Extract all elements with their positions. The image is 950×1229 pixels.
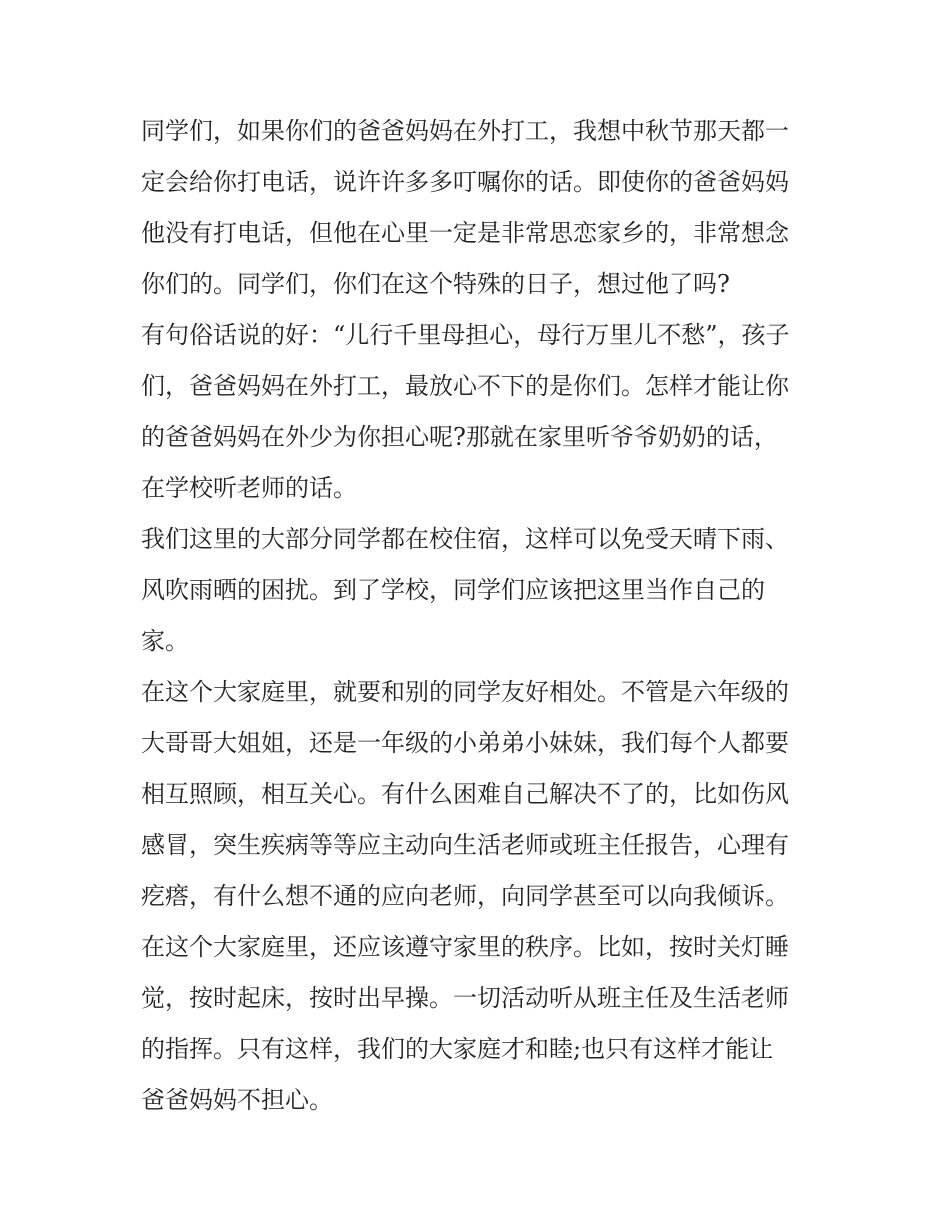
text-line: 风吹雨晒的困扰。到了学校，同学们应该把这里当作自己的 [141,576,765,604]
text-line: 在这个大家庭里，就要和别的同学友好相处。不管是六年级的 [141,678,789,706]
text-line: 相互照顾，相互关心。有什么困难自己解决不了的，比如伤风 [141,780,789,808]
text-line: 的爸爸妈妈在外少为你担心呢?那就在家里听爷爷奶奶的话， [141,423,778,451]
text-line: 在学校听老师的话。 [141,474,357,502]
text-line: 定会给你打电话，说许许多多叮嘱你的话。即使你的爸爸妈妈 [141,168,789,196]
text-line: 有句俗话说的好：“儿行千里母担心，母行万里儿不愁”，孩子 [141,321,790,349]
text-line: 在这个大家庭里，还应该遵守家里的秩序。比如，按时关灯睡 [141,933,789,961]
text-line: 的指挥。只有这样，我们的大家庭才和睦;也只有这样才能让 [141,1035,774,1063]
text-line: 们，爸爸妈妈在外打工，最放心不下的是你们。怎样才能让你 [141,372,789,400]
text-line: 我们这里的大部分同学都在校住宿，这样可以免受天晴下雨、 [141,525,789,553]
text-line: 同学们，如果你们的爸爸妈妈在外打工，我想中秋节那天都一 [141,117,789,145]
text-line: 你们的。同学们，你们在这个特殊的日子，想过他了吗? [141,270,730,298]
body-text [141,106,821,1126]
text-line: 感冒，突生疾病等等应主动向生活老师或班主任报告，心理有 [141,831,789,859]
text-line: 家。 [141,627,189,655]
text-line: 爸爸妈妈不担心。 [141,1086,333,1114]
text-line: 觉，按时起床，按时出早操。一切活动听从班主任及生活老师 [141,984,789,1012]
text-line: 疙瘩，有什么想不通的应向老师，向同学甚至可以向我倾诉。 [141,882,789,910]
text-line: 他没有打电话，但他在心里一定是非常思恋家乡的，非常想念 [141,219,789,247]
text-line: 大哥哥大姐姐，还是一年级的小弟弟小妹妹，我们每个人都要 [141,729,789,757]
